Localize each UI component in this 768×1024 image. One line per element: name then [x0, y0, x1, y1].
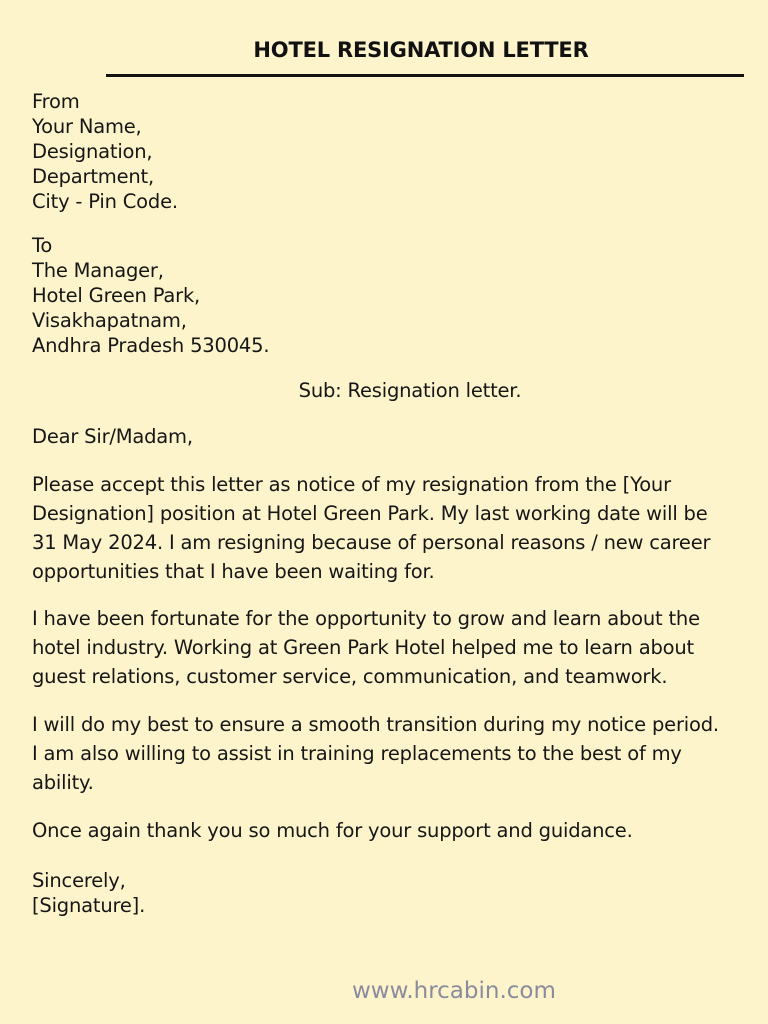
closing-line: Sincerely, — [32, 869, 126, 892]
to-line: Visakhapatnam, — [32, 309, 187, 332]
paragraph-line: ability. — [32, 771, 94, 794]
paragraph-line: I will do my best to ensure a smooth transition during my notice period. — [32, 713, 719, 736]
signature-placeholder: [Signature]. — [32, 894, 146, 917]
paragraph-line: opportunities that I have been waiting for. — [32, 560, 435, 583]
from-label: From — [32, 90, 80, 113]
paragraph-line: 31 May 2024. I am resigning because of personal reasons / new career — [32, 531, 711, 554]
to-label: To — [32, 234, 53, 257]
from-line: Your Name, — [32, 115, 142, 138]
from-line: Department, — [32, 165, 154, 188]
to-line: The Manager, — [32, 259, 164, 282]
subject-line: Sub: Resignation letter. — [298, 379, 522, 402]
paragraph-line: I am also willing to assist in training replacements to the best of my — [32, 742, 682, 765]
closing-block — [32, 868, 145, 918]
paragraph-line: guest relations, customer service, communication, and teamwork. — [32, 665, 668, 688]
paragraph-line: Once again thank you so much for your support and guidance. — [32, 819, 633, 842]
from-line: Designation, — [32, 140, 153, 163]
from-block — [32, 89, 178, 214]
paragraph-line: Please accept this letter as notice of my resignation from the [Your — [32, 473, 671, 496]
title-underline — [106, 74, 744, 77]
paragraph-line: Designation] position at Hotel Green Park. My last working date will be — [32, 502, 708, 525]
to-line: Hotel Green Park, — [32, 284, 201, 307]
body-paragraph-2 — [32, 604, 700, 691]
body-paragraph-4 — [32, 816, 633, 845]
body-paragraph-3 — [32, 710, 719, 797]
from-line: City - Pin Code. — [32, 190, 178, 213]
watermark-url: www.hrcabin.com — [352, 978, 556, 1004]
to-block — [32, 233, 269, 358]
letter-title: HOTEL RESIGNATION LETTER — [253, 38, 589, 62]
paragraph-line: hotel industry. Working at Green Park Hotel helped me to learn about — [32, 636, 694, 659]
paragraph-line: I have been fortunate for the opportunity to grow and learn about the — [32, 607, 700, 630]
to-line: Andhra Pradesh 530045. — [32, 334, 270, 357]
salutation: Dear Sir/Madam, — [32, 425, 193, 448]
body-paragraph-1 — [32, 470, 710, 586]
